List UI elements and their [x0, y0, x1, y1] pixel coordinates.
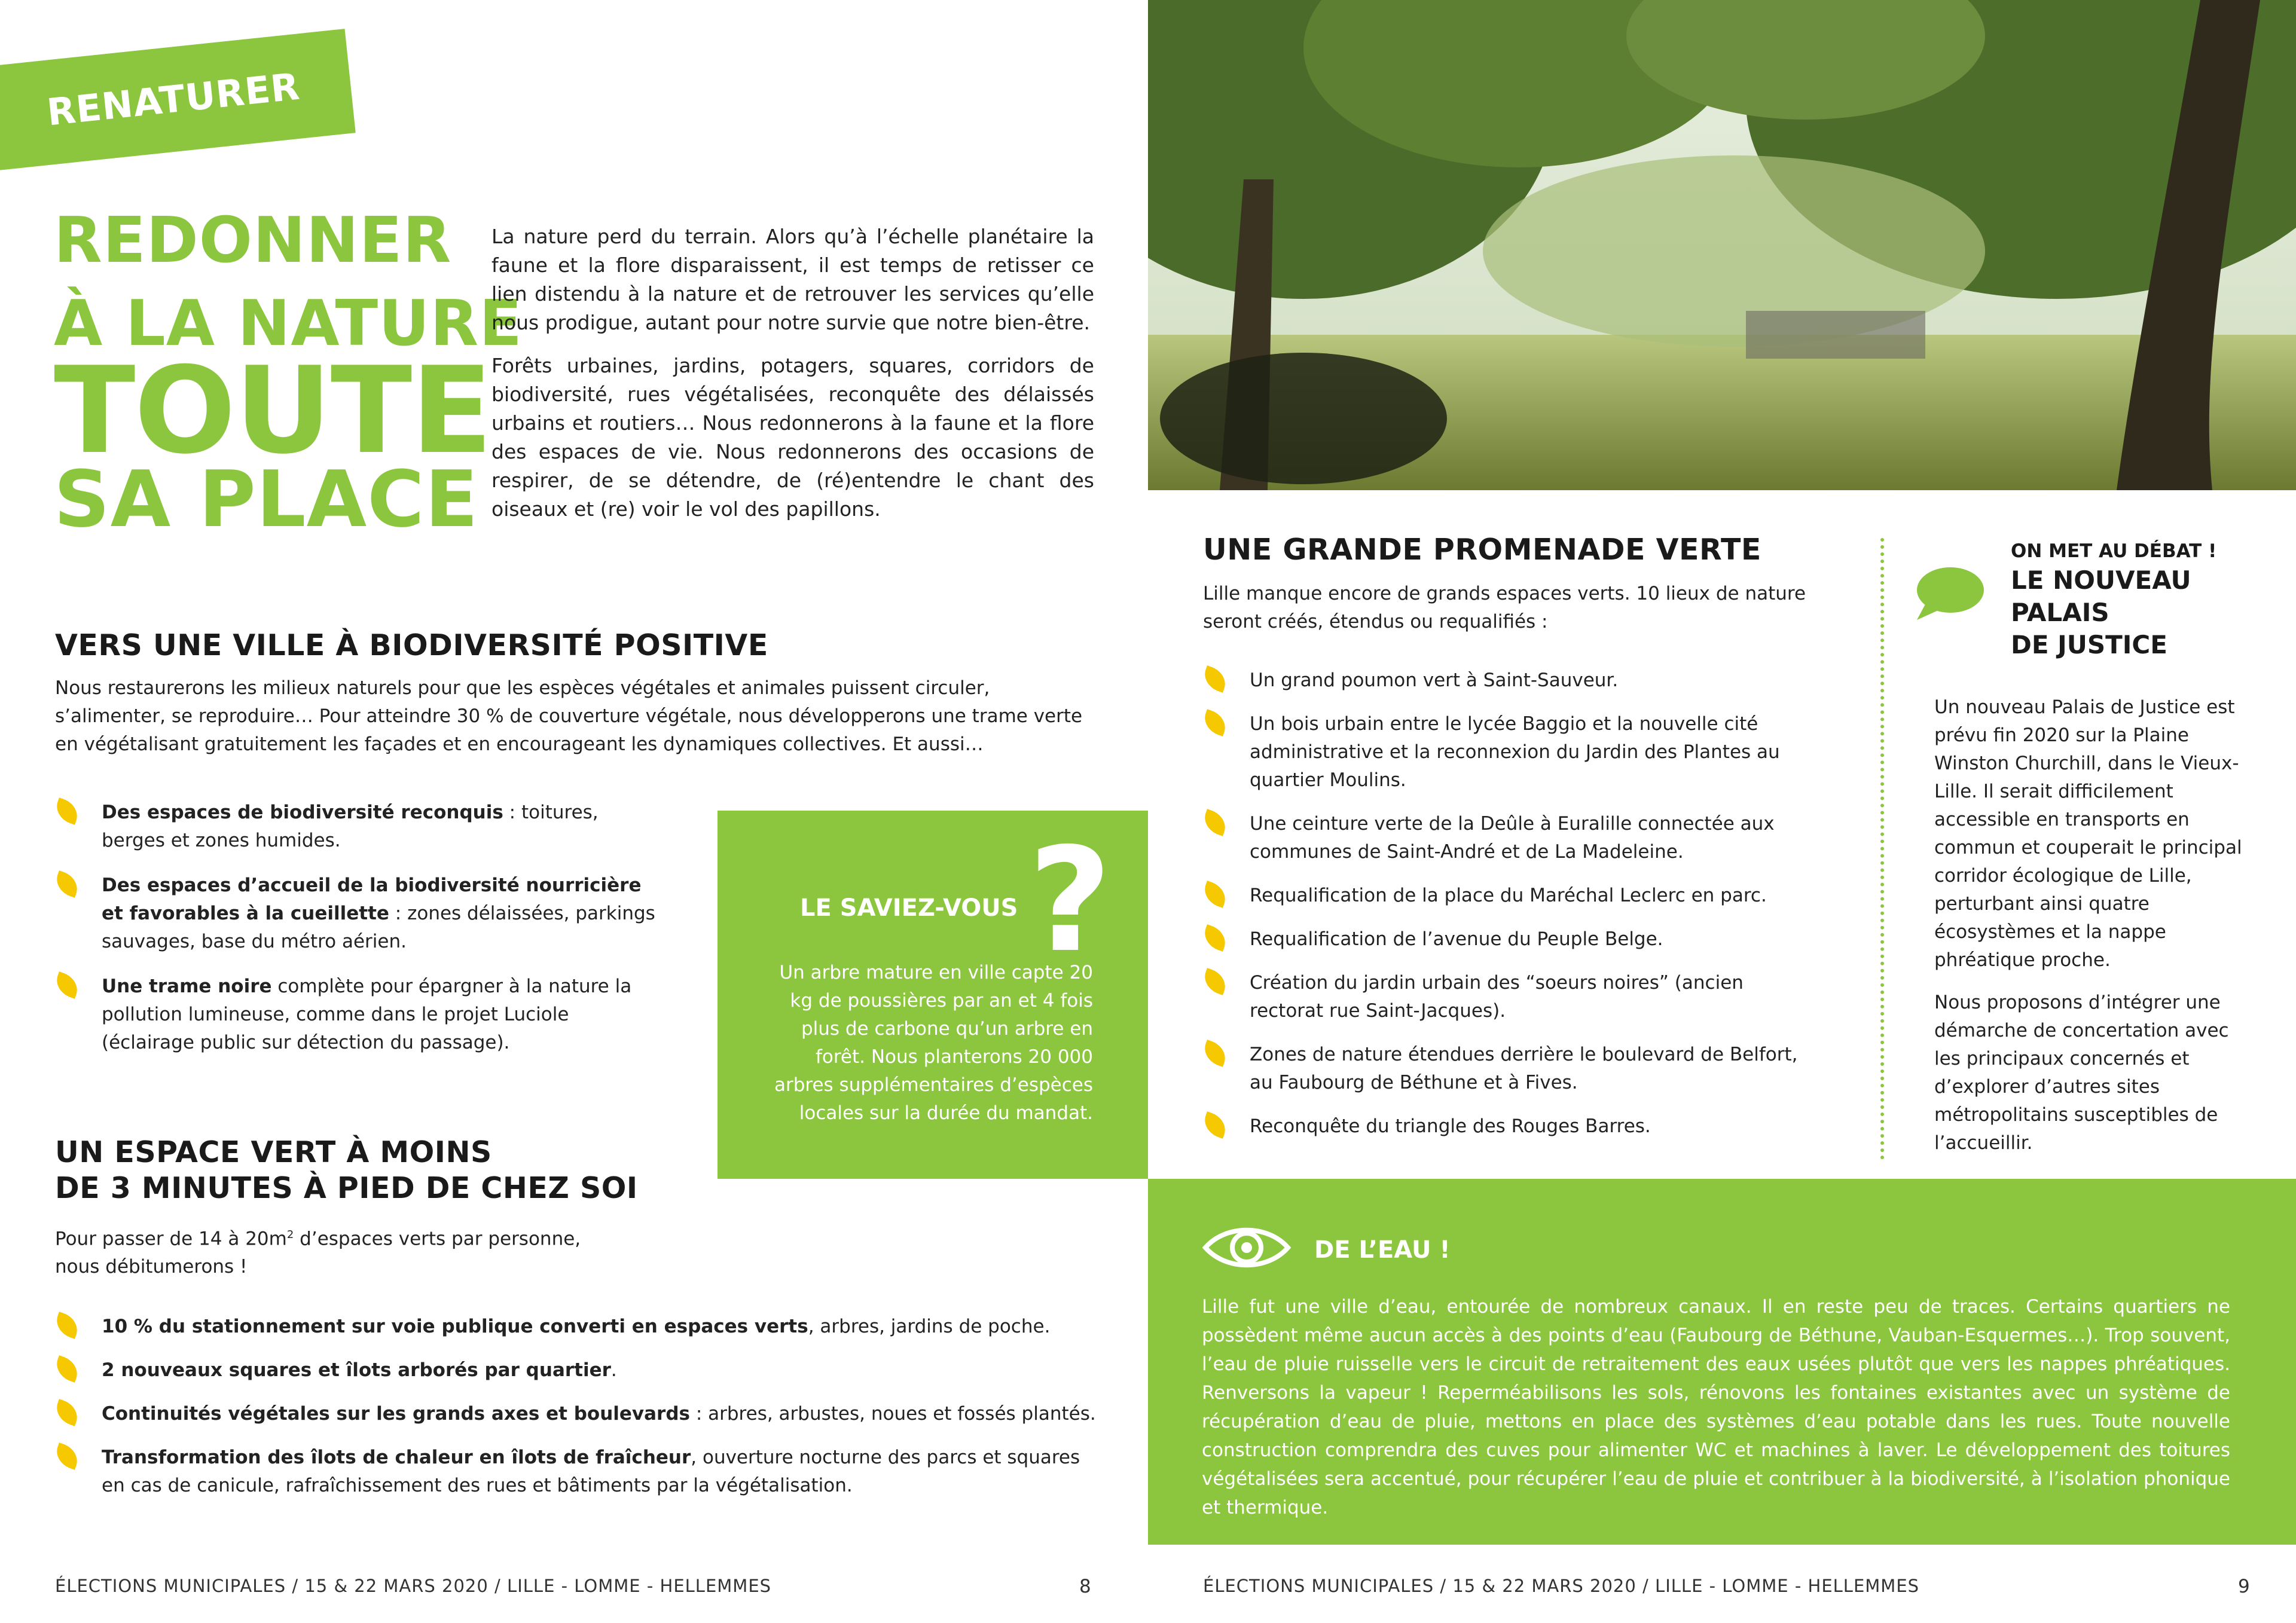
leaf-icon [52, 1442, 81, 1470]
section-biodiversity [55, 628, 1101, 759]
dotted-divider [1880, 538, 1884, 1160]
debate-title-line: PALAIS [2011, 598, 2109, 627]
title-line: À LA NATURE [54, 287, 523, 360]
callout-text: Un arbre mature en ville capte 20 kg de poussières par an et 4 fois plus de carbone qu’un arbre en forêt. Nous planterons 20 000 arbres supplémentaires d’espèces locales sur la durée du mandat. [774, 962, 1093, 1124]
eye-icon [1202, 1221, 1292, 1274]
park-photo-image [1148, 0, 2296, 490]
list-item: 10 % du stationnement sur voie publique converti en espaces verts, arbres, jardins de poche. [55, 1313, 1107, 1341]
list-item: Création du jardin urbain des “soeurs noires” (ancien rectorat rue Saint-Jacques). [1203, 969, 1813, 1025]
leaf-icon [52, 971, 81, 999]
water-title: DE L’EAU ! [1314, 1236, 1451, 1264]
page-title [54, 204, 523, 545]
section-green-space [55, 1135, 689, 1281]
list-item: Un grand poumon vert à Saint-Sauveur. [1203, 667, 1813, 695]
section-text: Lille manque encore de grands espaces verts. 10 lieux de nature seront créés, étendus ou requalifiés : [1203, 583, 1806, 632]
intro-paragraph: La nature perd du terrain. Alors qu’à l’échelle planétaire la faune et la flore disparaissent, il est temps de retisser ce lien distendu à la nature et de retrouver les services qu’elle nous prodigue, autant pour notre survie que notre bien-être. [491, 225, 1094, 334]
section-text: Nous restaurerons les milieux naturels pour que les espèces végétales et animales puissent circuler, s’alimenter, se reproduire… Pour atteindre 30 % de couverture végétale, nous développerons une trame verte en végétalisant gratuitement les façades et en encourageant les dynamiques collectives. Et aussi… [55, 677, 1083, 755]
leaf-icon [1200, 665, 1229, 693]
leaf-icon [52, 797, 81, 825]
leaf-icon [1200, 968, 1229, 995]
list-item: Requalification de l’avenue du Peuple Belge. [1203, 925, 1813, 953]
leaf-icon [52, 1399, 81, 1426]
leaf-icon [52, 1355, 81, 1383]
intro-text [491, 222, 1094, 538]
list-item: Zones de nature étendues derrière le boulevard de Belfort, au Faubourg de Béthune et à Fives. [1203, 1041, 1813, 1097]
debate-title-line: DE JUSTICE [2011, 630, 2167, 659]
debate-paragraph: Nous proposons d’intégrer une démarche de concertation avec les principaux concernés et d’explorer d’autres sites métropolitains susceptibles de l’accueillir. [1934, 992, 2229, 1154]
list-item: Une ceinture verte de la Deûle à Euralille connectée aux communes de Saint-André et de La Madeleine. [1203, 810, 1813, 866]
list-item: Un bois urbain entre le lycée Baggio et la nouvelle cité administrative et la reconnexion du Jardin des Plantes au quartier Moulins. [1203, 710, 1813, 794]
list-item: Requalification de la place du Maréchal Leclerc en parc. [1203, 882, 1813, 910]
page-number: 9 [2238, 1576, 2250, 1597]
leaf-icon [1200, 809, 1229, 836]
intro-paragraph: Forêts urbaines, jardins, potagers, squares, corridors de biodiversité, rues végétalisées, reconquête des délaissés urbains et routiers… Nous redonnerons à la faune et la flore des espaces de vie. Nous redonnerons des occasions de respirer, de se détendre, de (ré)entendre le chant des oiseaux et (re) voir le vol des papillons. [491, 354, 1094, 521]
section-text: Pour passer de 14 à $20m^2$ d’espaces verts par personne, nous débitumerons ! [55, 1228, 581, 1278]
title-line: TOUTE [54, 341, 491, 481]
leaf-icon [1200, 1111, 1229, 1139]
question-mark-icon: ? [1028, 817, 1112, 984]
debate-text [1934, 693, 2257, 1157]
title-line: SA PLACE [54, 454, 479, 545]
debate-kicker: ON MET AU DÉBAT ! [2011, 540, 2217, 562]
leaf-icon [1200, 881, 1229, 908]
section-heading-line: DE 3 MINUTES À PIED DE CHEZ SOI [55, 1171, 638, 1205]
list-item: Reconquête du triangle des Rouges Barres. [1203, 1112, 1813, 1141]
section-promenade [1203, 532, 1849, 636]
water-text: Lille fut une ville d’eau, entourée de nombreux canaux. Il en reste peu de traces. Certains quartiers ne possèdent même aucun accès à des points d’eau (Faubourg de Béthune, Vauban-Esquermes…). Trop souvent, l’eau de pluie ruisselle vers le circuit de retraitement des eaux usées plutôt que vers les nappes phréatiques. Renversons la vapeur ! Reperméabilisons les sols, rénovons les fontaines existantes avec un système de récupération d’eau de pluie, mettons en place des systèmes d’eau potable dans les rues. Toute nouvelle construction comprendra des cuves pour alimenter WC et machines à laver. Le développement des toitures végétalisées sera accentué, pour récupérer l’eau de pluie et contribuer à la biodiversité, à l’isolation phonique et thermique. [1202, 1296, 2230, 1518]
callout-title: LE SAVIEZ-VOUS [800, 894, 1018, 922]
list-item: Des espaces de biodiversité reconquis : toitures, berges et zones humides. [55, 799, 665, 855]
list-item: 2 nouveaux squares et îlots arborés par quartier. [55, 1356, 1107, 1384]
title-line: REDONNER [54, 204, 452, 277]
footer-text: ÉLECTIONS MUNICIPALES / 15 & 22 MARS 2020 / LILLE - LOMME - HELLEMMES [1203, 1576, 1920, 1596]
section-heading: UNE GRANDE PROMENADE VERTE [1203, 533, 1761, 567]
leaf-icon [52, 870, 81, 898]
banner-label: RENATURER [45, 64, 302, 135]
list-item: Une trame noire complète pour épargner à la nature la pollution lumineuse, comme dans le projet Luciole (éclairage public sur détection du passage). [55, 973, 665, 1057]
debate-box [2011, 538, 2262, 661]
park-photo [1148, 0, 2296, 490]
debate-title-line: LE NOUVEAU [2011, 566, 2191, 595]
page-number: 8 [1079, 1576, 1091, 1597]
section-heading-line: UN ESPACE VERT À MOINS [55, 1135, 492, 1169]
list-item: Continuités végétales sur les grands axes et boulevards : arbres, arbustes, noues et fossés plantés. [55, 1400, 1107, 1428]
leaf-icon [1200, 1040, 1229, 1067]
list-item: Transformation des îlots de chaleur en îlots de fraîcheur, ouverture nocturne des parcs et squares en cas de canicule, rafraîchissement des rues et bâtiments par la végétalisation. [55, 1444, 1107, 1500]
speech-bubble-icon [1913, 565, 1985, 622]
footer-text: ÉLECTIONS MUNICIPALES / 15 & 22 MARS 2020 / LILLE - LOMME - HELLEMMES [55, 1576, 772, 1596]
debate-paragraph: Un nouveau Palais de Justice est prévu fin 2020 sur la Plaine Winston Churchill, dans le Vieux-Lille. Il serait difficilement accessible en transports en commun et couperait le principal corridor écologique de Lille, perturbant ainsi quatre écosystèmes et la nappe phréatique proche. [1934, 696, 2242, 971]
green-space-list [55, 1313, 1107, 1515]
promenade-list [1203, 667, 1813, 1156]
leaf-icon [1200, 709, 1229, 736]
list-item: Des espaces d’accueil de la biodiversité nourricière et favorables à la cueillette : zones délaissées, parkings sauvages, base du métro aérien. [55, 872, 665, 956]
biodiversity-list [55, 799, 665, 1074]
leaf-icon [1200, 924, 1229, 952]
section-heading: VERS UNE VILLE À BIODIVERSITÉ POSITIVE [55, 628, 768, 662]
leaf-icon [52, 1312, 81, 1339]
water-box [1148, 1179, 2296, 1545]
did-you-know-box [718, 811, 1148, 1179]
